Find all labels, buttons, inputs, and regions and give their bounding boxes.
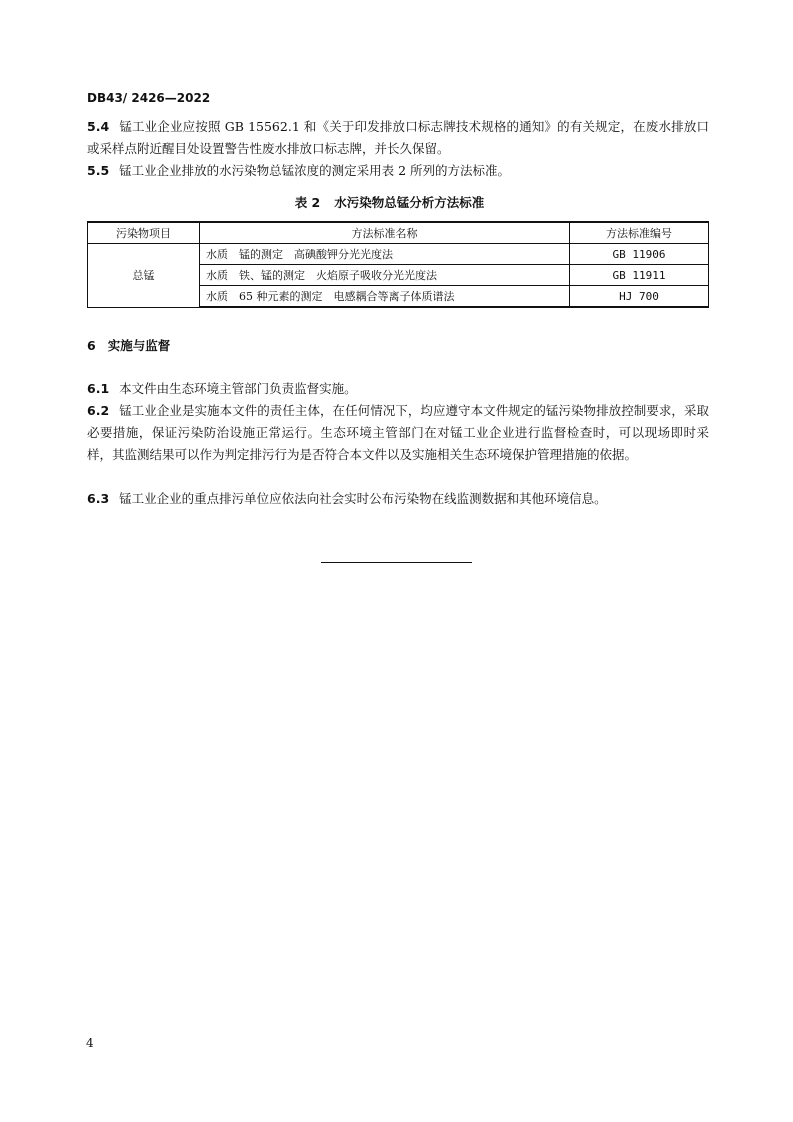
clause-text: 锰工业企业的重点排污单位应依法向社会实时公布污染物在线监测数据和其他环境信息。 — [119, 491, 607, 506]
method-name-cell: 水质 65 种元素的测定 电感耦合等离子体质谱法 — [200, 286, 570, 308]
section-title: 实施与监督 — [107, 338, 171, 353]
table-label: 表 2 — [294, 195, 321, 210]
method-code-cell: HJ 700 — [570, 286, 709, 308]
clause-text: 本文件由生态环境主管部门负责监督实施。 — [119, 381, 357, 396]
clause-5-4 — [87, 116, 709, 160]
clause-number: 5.4 — [87, 119, 110, 134]
clause-5-5 — [87, 160, 709, 182]
section-number: 6 — [87, 338, 96, 353]
clause-text: 锰工业企业应按照 GB 15562.1 和《关于印发排放口标志牌技术规格的通知》的有关规定，在废水排放口或采样点附近醒目处设置警告性废水排放口标志牌，并长久保留。 — [87, 119, 709, 156]
clause-number: 5.5 — [87, 163, 110, 178]
clause-number: 6.2 — [87, 403, 110, 418]
table-title: 水污染物总锰分析方法标准 — [334, 195, 485, 210]
method-standards-table — [87, 221, 709, 308]
table-row — [88, 244, 709, 265]
section-heading — [87, 336, 170, 354]
end-divider — [321, 562, 472, 563]
method-name-cell: 水质 锰的测定 高碘酸钾分光光度法 — [200, 244, 570, 265]
clause-6-1 — [87, 378, 709, 400]
clause-text: 锰工业企业是实施本文件的责任主体，在任何情况下，均应遵守本文件规定的锰污染物排放控制要求，采取必要措施，保证污染防治设施正常运行。生态环境主管部门在对锰工业企业进行监督检查时，可以现场即时采样，其监测结果可以作为判定排污行为是否符合本文件以及实施相关生态环境保护管理措施的依据。 — [87, 403, 709, 462]
page-number: 4 — [86, 1036, 94, 1050]
clause-6-2 — [87, 400, 709, 466]
clause-6-3 — [87, 488, 709, 510]
clause-text: 锰工业企业排放的水污染物总锰浓度的测定采用表 2 所列的方法标准。 — [119, 163, 511, 178]
pollutant-cell: 总锰 — [88, 244, 200, 308]
column-header: 污染物项目 — [88, 222, 200, 244]
method-name-cell: 水质 铁、锰的测定 火焰原子吸收分光光度法 — [200, 265, 570, 286]
method-code-cell: GB 11911 — [570, 265, 709, 286]
column-header: 方法标准名称 — [200, 222, 570, 244]
method-code-cell: GB 11906 — [570, 244, 709, 265]
column-header: 方法标准编号 — [570, 222, 709, 244]
clause-number: 6.3 — [87, 491, 110, 506]
table-header-row — [88, 222, 709, 244]
document-number: DB43/ 2426—2022 — [87, 91, 211, 105]
clause-number: 6.1 — [87, 381, 110, 396]
table-caption — [0, 193, 793, 211]
